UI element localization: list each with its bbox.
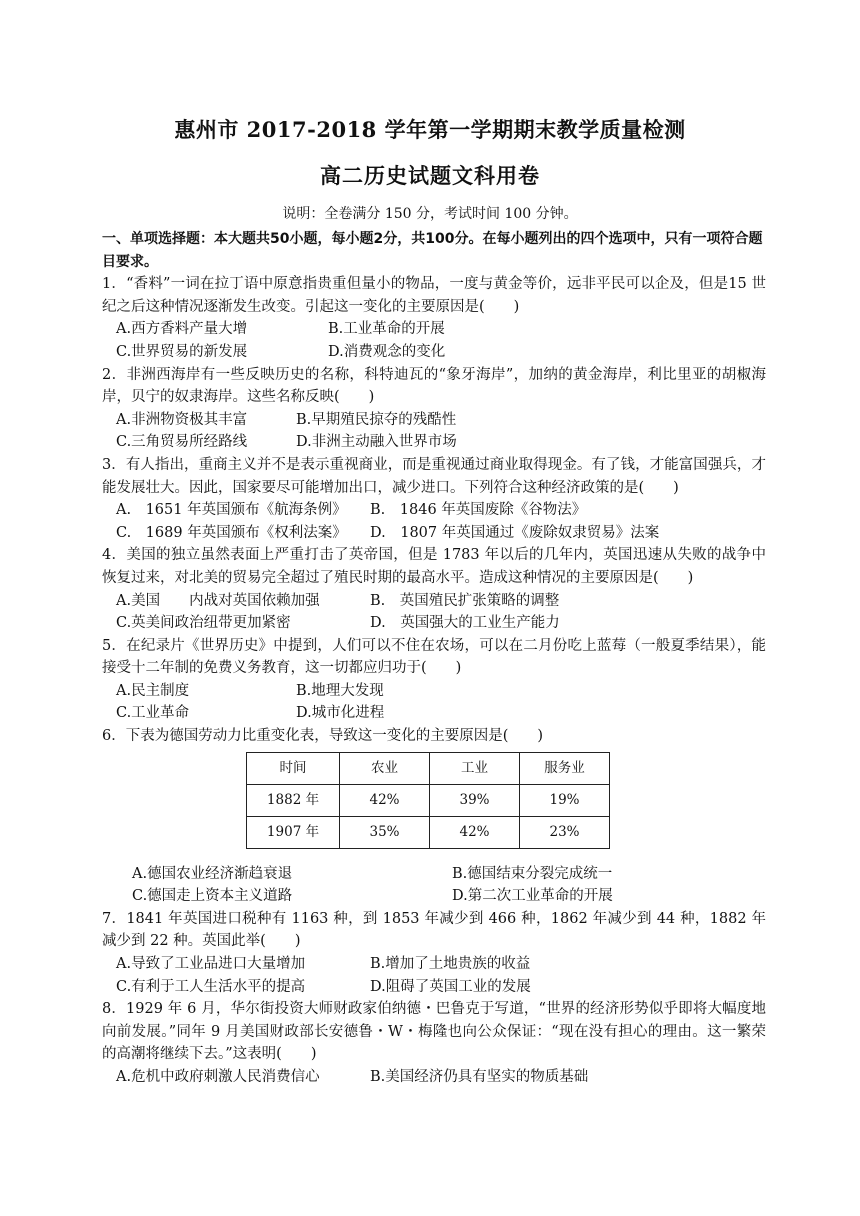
question-6-stem: 6．下表为德国劳动力比重变化表，导致这一变化的主要原因是( ) — [102, 728, 544, 745]
question-5-stem: 5．在纪录片《世界历史》中提到，人们可以不住在农场，可以在二月份吃上蓝莓（一般夏季结果），能接受十二年制的免费义务教育，这一切都应归功于( ) — [102, 637, 766, 677]
option-a: A.非洲物资极其丰富 — [116, 411, 248, 428]
exam-instructions: 说明：全卷满分 150 分，考试时间 100 分钟。 — [282, 206, 578, 222]
option-c: C.有利于工人生活水平的提高 — [116, 978, 306, 995]
option-b: B.早期殖民掠夺的残酷性 — [296, 411, 457, 428]
table-row — [247, 816, 610, 848]
question-7-options — [102, 953, 766, 998]
option-a: A.西方香料产量大增 — [116, 321, 248, 338]
table-cell: 42% — [340, 784, 430, 816]
table-cell: 35% — [340, 816, 430, 848]
table-header-cell: 工业 — [430, 752, 520, 784]
option-c: C. 1689 年英国颁布《权利法案》 — [116, 524, 347, 541]
table-cell: 19% — [520, 784, 610, 816]
option-b: B.增加了土地贵族的收益 — [370, 956, 531, 973]
question-4-options — [102, 590, 766, 635]
question-8-stem: 8．1929 年 6 月，华尔街投资大师财政家伯纳德・巴鲁克于写道，“世界的经济形势似乎即将大幅度地向前发展。”同年 9 月美国财政部长安德鲁・W・梅隆也向公众保证：“现在没有担心的理由。这一繁荣的高潮将继续下去。”这表明( ) — [102, 1001, 766, 1063]
option-b: B.美国经济仍具有坚实的物质基础 — [370, 1069, 589, 1085]
table-header-row — [247, 752, 610, 784]
exam-body — [102, 228, 766, 1089]
table-cell: 23% — [520, 816, 610, 848]
option-b: B.地理大发现 — [296, 682, 384, 699]
option-c: C.三角贸易所经路线 — [116, 434, 248, 451]
table-cell: 1907 年 — [247, 816, 340, 848]
table-cell: 42% — [430, 816, 520, 848]
table-header-cell: 农业 — [340, 752, 430, 784]
question-3-stem: 3．有人指出，重商主义并不是表示重视商业，而是重视通过商业取得现金。有了钱，才能富国强兵，才能发展壮大。因此，国家要尽可能增加出口，减少进口。下列符合这种经济政策的是( ) — [102, 456, 766, 496]
question-5-options — [102, 680, 766, 725]
option-d: D.非洲主动融入世界市场 — [296, 434, 457, 451]
option-b: B. 1846 年英国废除《谷物法》 — [370, 502, 587, 519]
question-6-options — [102, 863, 766, 908]
option-b: B. 英国殖民扩张策略的调整 — [370, 592, 560, 609]
exam-subtitle: 高二历史试题文科用卷 — [320, 163, 540, 188]
option-d: D. 英国强大的工业生产能力 — [370, 615, 560, 632]
option-d: D.阻碍了英国工业的发展 — [370, 978, 531, 995]
question-1-options — [102, 318, 766, 363]
option-c: C.德国走上资本主义道路 — [132, 888, 293, 905]
option-a: A.导致了工业品进口大量增加 — [116, 956, 306, 973]
option-a: A.危机中政府刺激人民消费信心 — [116, 1069, 320, 1085]
option-d: D. 1807 年英国通过《废除奴隶贸易》法案 — [370, 524, 660, 541]
table-header-cell: 服务业 — [520, 752, 610, 784]
option-b: B.工业革命的开展 — [328, 321, 445, 338]
table-cell: 1882 年 — [247, 784, 340, 816]
question-2-options — [102, 409, 766, 454]
question-3-options — [102, 499, 766, 544]
question-1-stem: 1．“香料”一词在拉丁语中原意指贵重但量小的物品，一度与黄金等价，远非平民可以企及，但是15 世纪之后这种情况逐渐发生改变。引起这一变化的主要原因是( ) — [102, 276, 766, 315]
option-c: C.世界贸易的新发展 — [116, 343, 248, 360]
option-a: A.美国 内战对英国依赖加强 — [116, 592, 320, 609]
table-header-cell: 时间 — [247, 752, 340, 784]
option-d: D.消费观念的变化 — [328, 343, 446, 360]
option-a: A. 1651 年英国颁布《航海条例》 — [116, 502, 347, 519]
option-d: D.城市化进程 — [296, 705, 385, 722]
section-heading: 一、单项选择题：本大题共50小题，每小题2分，共100分。在每小题列出的四个选项中，只有一项符合题目要求。 — [102, 231, 763, 270]
table-cell: 39% — [430, 784, 520, 816]
option-a: A.德国农业经济渐趋衰退 — [132, 865, 293, 882]
question-2-stem: 2．非洲西海岸有一些反映历史的名称，科特迪瓦的“象牙海岸”，加纳的黄金海岸，利比里亚的胡椒海岸，贝宁的奴隶海岸。这些名称反映( ) — [102, 366, 766, 406]
option-c: C.工业革命 — [116, 705, 190, 722]
exam-title: 惠州市 2017-2018 学年第一学期期末教学质量检测 — [174, 117, 686, 142]
option-b: B.德国结束分裂完成统一 — [452, 865, 613, 882]
question-7-stem: 7．1841 年英国进口税种有 1163 种，到 1853 年减少到 466 种，1862 年减少到 44 种，1882 年减少到 22 种。英国此举( ) — [102, 910, 766, 950]
option-c: C.英美间政治纽带更加紧密 — [116, 615, 291, 632]
table-row — [247, 784, 610, 816]
labor-share-table — [246, 752, 610, 849]
question-4-stem: 4．美国的独立虽然表面上严重打击了英帝国，但是 1783 年以后的几年内，英国迅速从失败的战争中恢复过来，对北美的贸易完全超过了殖民时期的最高水平。造成这种情况的主要原因是( ) — [102, 547, 766, 586]
question-8-options — [102, 1066, 766, 1089]
option-a: A.民主制度 — [116, 682, 190, 699]
option-d: D.第二次工业革命的开展 — [452, 888, 613, 905]
